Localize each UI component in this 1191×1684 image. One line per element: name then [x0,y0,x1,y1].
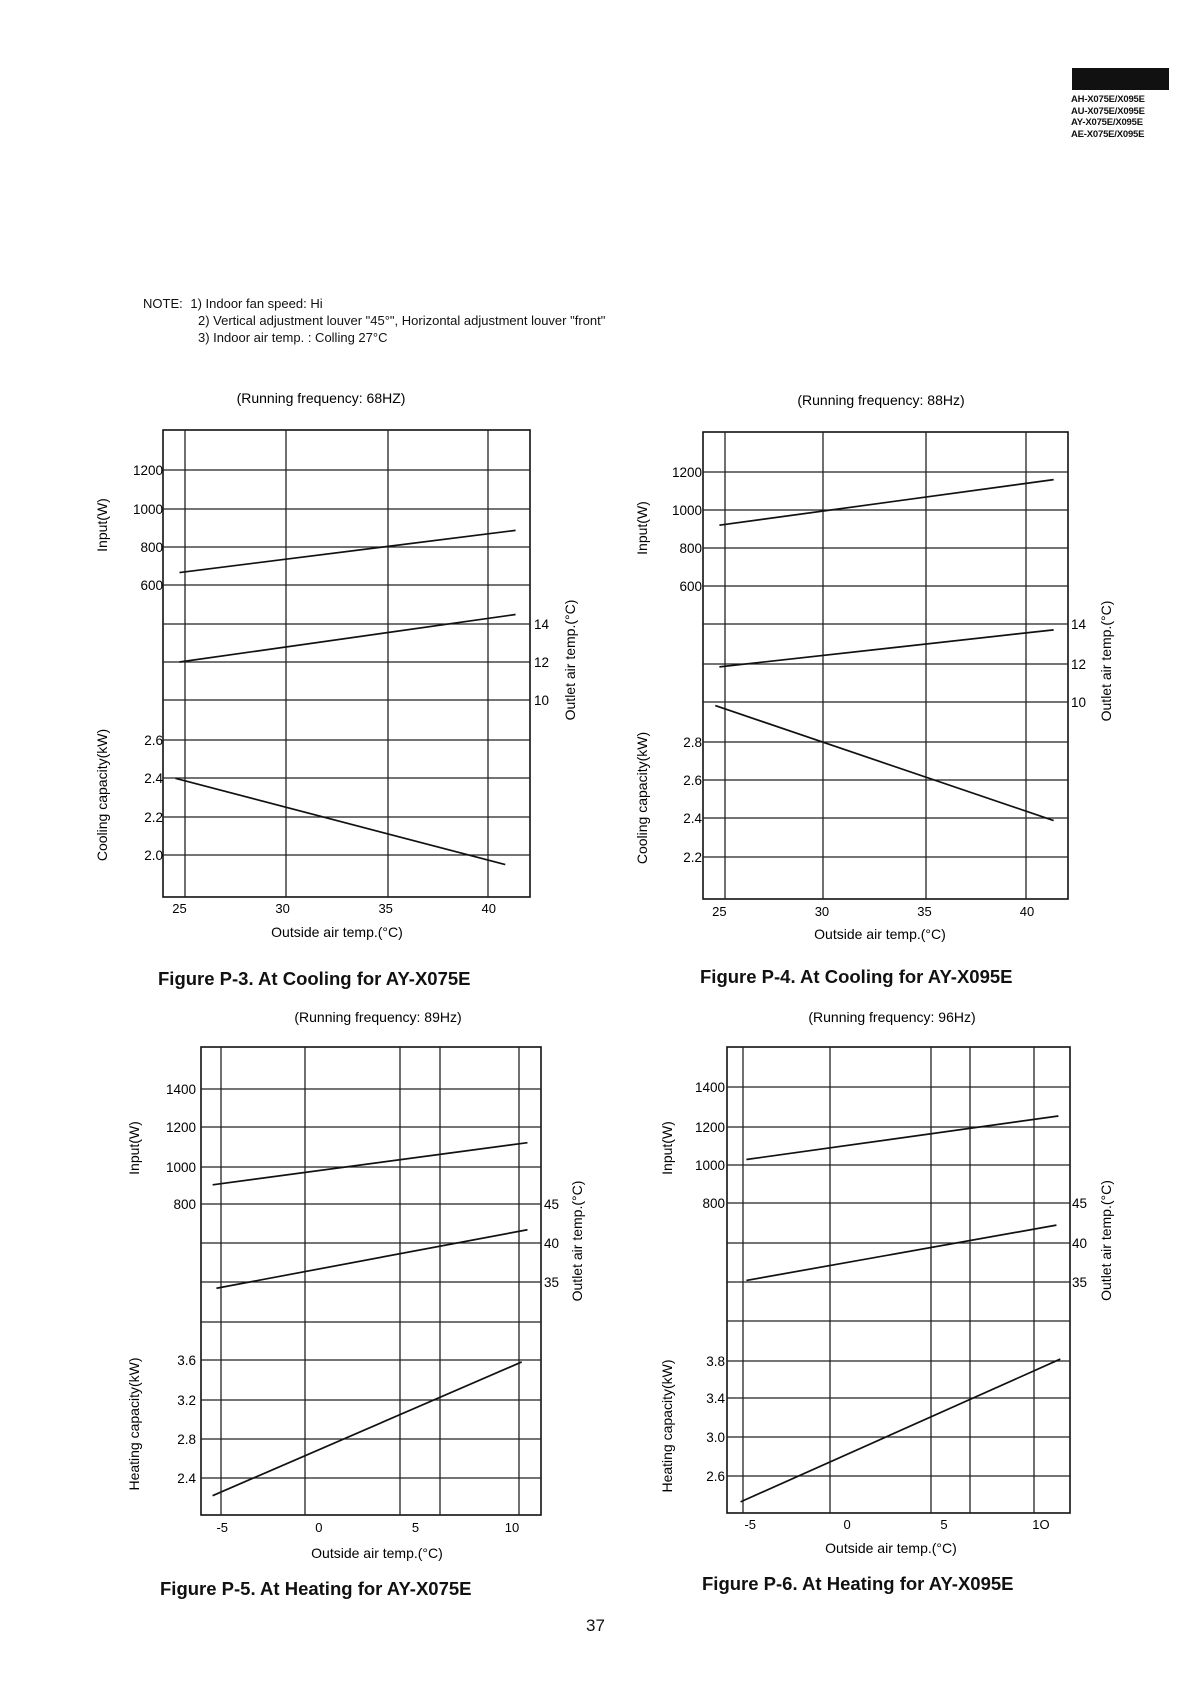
y-tick-label: 3.8 [706,1354,725,1369]
y-axis-label: Input(W) [126,1121,142,1175]
model-name: AY-X075E/X095E [1071,117,1143,128]
series-line [175,778,505,864]
y-axis-label: Outlet air temp.(°C) [1098,600,1114,722]
chart-frame [703,432,1068,899]
y-tick-label: 1200 [671,465,702,480]
x-tick-label: 40 [481,901,496,916]
y-tick-label: 2.8 [177,1432,196,1447]
note-item: 3) Indoor air temp. : Colling 27°C [198,330,388,345]
x-tick-label: 40 [1019,904,1035,919]
y-axis-label: Outlet air temp.(°C) [1098,1180,1114,1301]
series-line [179,530,515,572]
series-line [715,706,1053,821]
x-axis-label: Outside air temp.(°C) [271,924,403,940]
y-tick-label: 35 [544,1275,560,1290]
series-line [746,1225,1056,1280]
y-tick-label: 2.0 [144,848,163,863]
y-tick-label: 800 [702,1196,725,1211]
note-block [143,295,605,346]
series-line [719,630,1053,667]
y-tick-label: 2.2 [144,810,163,825]
y-axis-label: Heating capacity(kW) [126,1357,142,1491]
y-tick-label: 3.4 [706,1391,725,1406]
series-line [213,1143,528,1185]
x-tick-label: 5 [940,1517,948,1532]
model-name: AU-X075E/X095E [1071,105,1145,117]
series-line [719,480,1053,526]
note-item: 2) Vertical adjustment louver "45°", Horizontal adjustment louver "front" [198,313,606,328]
figure-caption: Figure P-3. At Cooling for AY-X075E [158,968,471,989]
series-line [213,1362,522,1496]
y-tick-label: 1400 [165,1082,196,1097]
x-tick-label: 35 [378,901,393,916]
y-tick-label: 14 [534,617,550,632]
model-badge-bar [1072,68,1169,90]
chart-title: (Running frequency: 89Hz) [294,1009,462,1025]
x-tick-label: 5 [411,1520,420,1535]
y-tick-label: 1200 [694,1120,725,1135]
y-tick-label: 1000 [165,1160,196,1175]
x-axis-label: Outside air temp.(°C) [814,926,946,942]
y-axis-label: Input(W) [634,501,650,555]
y-tick-label: 40 [1072,1236,1088,1251]
y-tick-label: 35 [1072,1275,1088,1290]
y-tick-label: 1200 [132,463,163,478]
x-tick-label: 30 [814,904,830,919]
x-tick-label: 25 [712,904,727,919]
x-tick-label: -5 [744,1517,757,1532]
series-line [746,1116,1058,1160]
y-axis-label: Outlet air temp.(°C) [562,599,578,721]
chart-frame [163,430,530,897]
y-tick-label: 2.2 [683,850,702,865]
chart-frame [201,1047,541,1515]
y-axis-label: Heating capacity(kW) [659,1359,675,1493]
y-tick-label: 10 [1071,695,1087,710]
x-tick-label: 30 [275,901,290,916]
model-name: AH-X075E/X095E [1071,94,1145,105]
y-axis-label: Input(W) [94,498,110,552]
y-tick-label: 14 [1071,617,1087,632]
y-tick-label: 12 [534,655,550,670]
model-name: AE-X075E/X095E [1071,128,1145,140]
y-tick-label: 600 [679,579,702,594]
figure-caption: Figure P-5. At Heating for AY-X075E [160,1578,472,1599]
y-tick-label: 2.4 [177,1471,196,1486]
y-tick-label: 3.6 [177,1353,196,1368]
x-tick-label: -5 [216,1520,229,1535]
y-tick-label: 2.6 [683,773,702,788]
chart-frame [727,1047,1070,1513]
x-tick-label: 25 [172,901,187,916]
series-line [741,1359,1061,1502]
y-tick-label: 2.4 [683,811,702,826]
model-list [1071,94,1145,140]
y-tick-label: 2.8 [683,735,702,750]
y-tick-label: 2.6 [144,733,163,748]
chart-title: (Running frequency: 96Hz) [808,1009,976,1025]
y-tick-label: 10 [534,693,550,708]
note-item: 1) Indoor fan speed: Hi [190,296,323,311]
page-number: 37 [586,1616,605,1635]
x-axis-label: Outside air temp.(°C) [825,1540,957,1556]
x-tick-label: 0 [315,1520,323,1535]
y-tick-label: 3.2 [177,1393,196,1408]
y-tick-label: 2.6 [706,1469,725,1484]
y-axis-label: Cooling capacity(kW) [94,728,110,862]
chart-title: (Running frequency: 68HZ) [236,390,406,406]
figure-caption: Figure P-6. At Heating for AY-X095E [702,1573,1014,1594]
x-tick-label: 1O [1032,1517,1050,1532]
y-tick-label: 800 [140,540,163,555]
y-axis-label: Input(W) [659,1121,675,1175]
y-tick-label: 3.0 [706,1430,725,1445]
y-tick-label: 1400 [694,1080,725,1095]
y-axis-label: Cooling capacity(kW) [634,731,650,865]
y-tick-label: 2.4 [144,771,163,786]
y-tick-label: 45 [544,1197,560,1212]
series-line [179,615,515,663]
y-tick-label: 600 [140,578,163,593]
y-tick-label: 12 [1071,657,1087,672]
x-tick-label: 35 [917,904,932,919]
y-tick-label: 1000 [132,502,163,517]
y-tick-label: 40 [544,1236,560,1251]
series-line [216,1230,527,1289]
y-tick-label: 800 [173,1197,196,1212]
y-axis-label: Outlet air temp.(°C) [569,1180,585,1302]
x-axis-label: Outside air temp.(°C) [311,1545,443,1561]
y-tick-label: 1200 [165,1120,196,1135]
y-tick-label: 800 [679,541,702,556]
note-label: NOTE: [143,296,183,311]
x-tick-label: 10 [504,1520,520,1535]
chart-title: (Running frequency: 88Hz) [797,392,965,408]
y-tick-label: 1000 [671,503,702,518]
y-tick-label: 1000 [694,1158,725,1173]
y-tick-label: 45 [1072,1196,1088,1211]
x-tick-label: 0 [843,1517,851,1532]
figure-caption: Figure P-4. At Cooling for AY-X095E [700,966,1013,987]
